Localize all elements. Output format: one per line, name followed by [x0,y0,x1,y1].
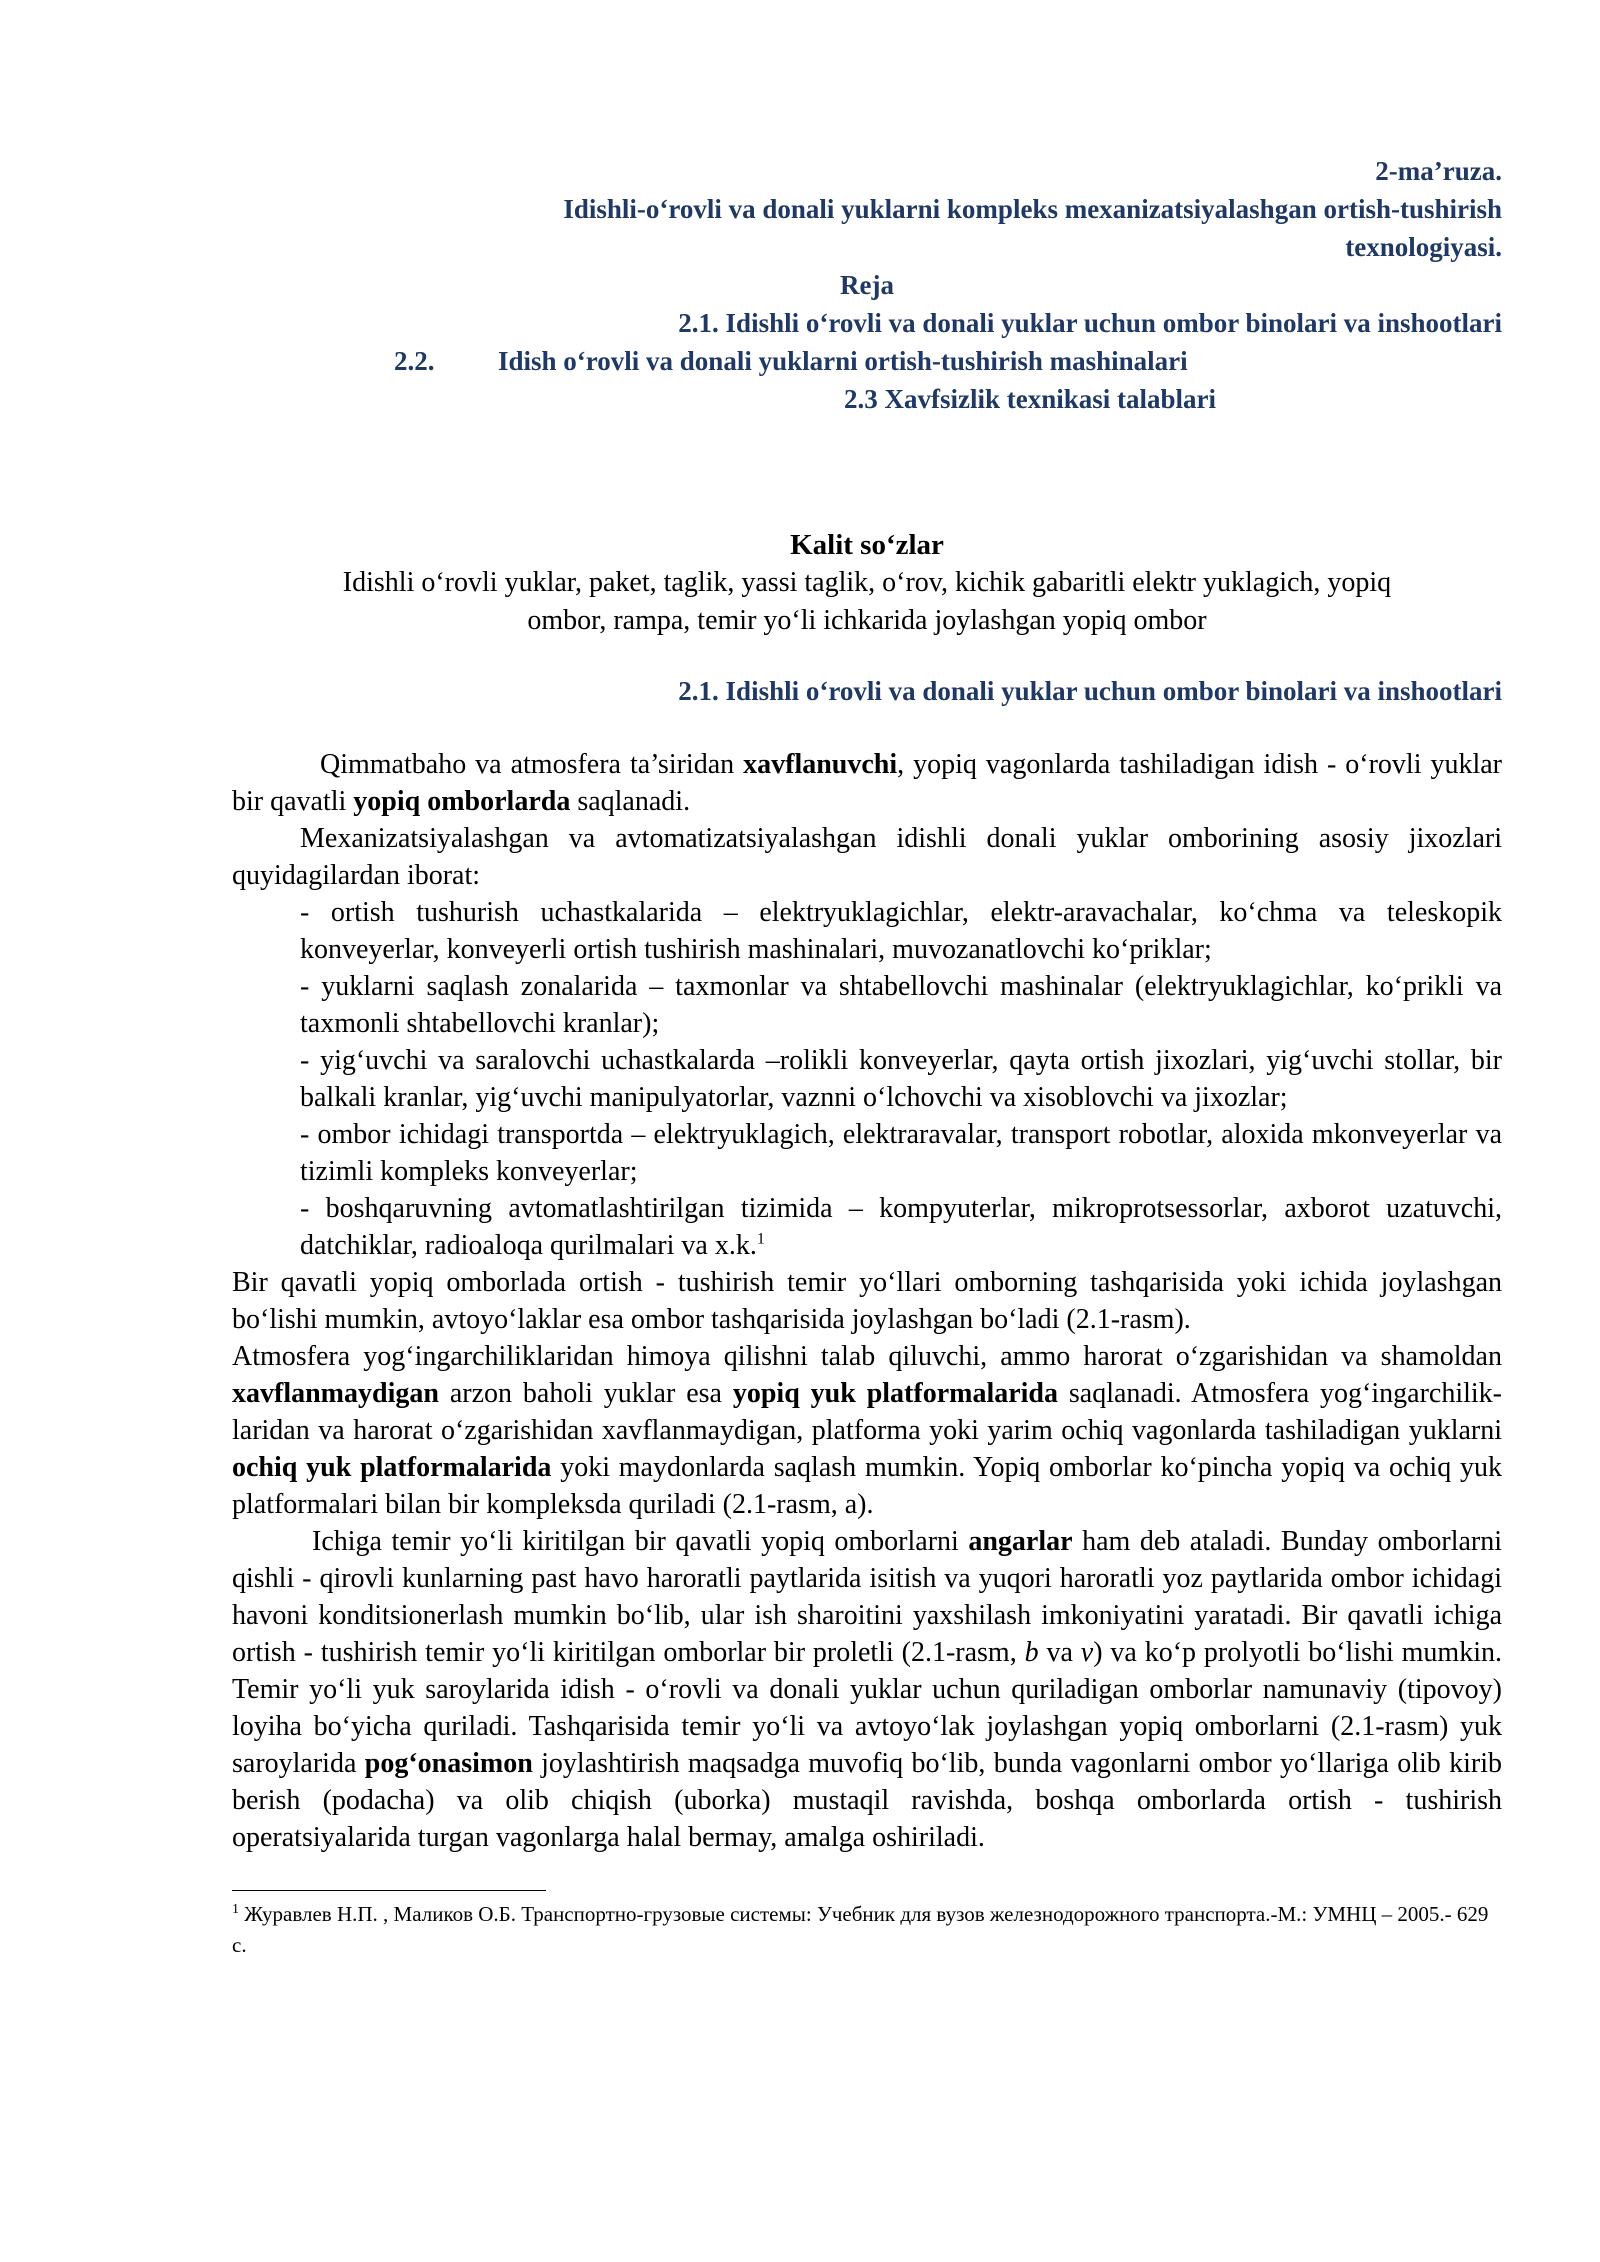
lecture-number: 2-ma’ruza. [1375,156,1502,186]
list-item-text: - boshqaruvning avtomatlashtirilgan tizimida – kompyuterlar, mikroprotsessorlar, axborot uzatuvchi, datchiklar, radioaloqa qurilmalari va x.k. [300,1193,1502,1261]
list-item: - yuklarni saqlash zonalarida – taxmonlar va shtabellovchi mashinalar (elektryuklagichlar, ko‘prikli va taxmonli shtabellovchi kranlar); [300,971,1502,1039]
italic-term: v [1080,1637,1094,1668]
footnote-separator [232,1890,546,1891]
text-run: , yopiq vagonlarda tashiladigan idish - o‘rovli yuklar bir qavatli [232,749,1502,817]
paragraph-1 [232,746,1502,820]
list-item-last [300,1190,1502,1264]
text-run: Qimmatbaho va atmosfera ta’siridan [320,749,744,780]
footnote-text: Журавлев Н.П. , Маликов О.Б. Транспортно-грузовые системы: Учебник для вузов железнодорожного транспорта.-М.: УМНЦ – 2005.- 629 с. [232,1902,1489,1957]
bold-term: yopiq omborlarda [353,786,571,817]
italic-term: b [1024,1637,1039,1668]
plan-title: Reja [840,270,894,300]
list-item: - ombor ichidagi transportda – elektryuklagich, elektraravalar, transport robotlar, aloxida mkonveyerlar va tizimli kompleks konveyerlar; [300,1119,1502,1187]
text-run: Atmosfera yog‘ingarchiliklaridan himoya qilishni talab qiluvchi, ammo harorat o‘zgarishidan va shamoldan [232,1341,1502,1372]
keywords-title: Kalit so‘zlar [790,529,944,561]
footnote-reference[interactable]: 1 [756,1230,765,1248]
bold-term: angarlar [968,1526,1073,1557]
list-item: - ortish tushurish uchastkalarida – elektryuklagichlar, elektr-aravachalar, ko‘chma va teleskopik konveyerlar, konveyerli ortish tushirish mashinalari, muvozanatlovchi ko‘priklar; [300,897,1502,965]
lecture-title-line1: Idishli-o‘rovli va donali yuklarni kompleks mexanizatsiyalashgan ortish-tushirish [563,194,1502,224]
bold-term: pog‘onasimon [364,1748,533,1779]
paragraph-2: Mexanizatsiyalashgan va avtomatizatsiyalashgan idishli donali yuklar omborining asosiy jixozlari quyidagilardan iborat: [232,823,1502,891]
text-run: ham deb ataladi. Bunday omborlarni qishli - qirovli kunlarning past havo haroratli paytlarida isitish va yuqori haroratli yoz paytlarida ombor ichidagi havoni konditsionerlash mumkin bo‘lib, ular ish sharoitini yaxshilash imkoniyatini yaratadi. Bir qavatli ichiga ortish - tushirish temir yo‘li kiritilgan omborlar bir proletli (2.1-rasm, [232,1526,1502,1668]
document-page [232,0,1502,1961]
section-heading: 2.1. Idishli o‘rovli va donali yuklar uchun ombor binolari va inshootlari [678,676,1502,706]
bold-term: yopiq yuk platformalarida [732,1378,1059,1409]
footnote [232,1899,1502,1961]
text-run: ) va ko‘p prolyotli bo‘lishi mumkin. Temir yo‘li yuk saroylarida idish - o‘rovli va donali yuklar uchun quriladigan omborlar namunaviy (tipovoy) loyiha bo‘yicha quriladi. Tashqarisida temir yo‘li va avtoyo‘lak joylashgan yopiq omborlarni (2.1-rasm) yuk saroylarida [232,1637,1502,1779]
list-item: - yig‘uvchi va saralovchi uchastkalarda –rolikli konveyerlar, qayta ortish jixozlari, yig‘uvchi stollar, bir balkali kranlar, yig‘uvchi manipulyatorlar, vaznni o‘lchovchi va xisoblovchi va jixozlar; [300,1045,1502,1113]
bold-term: xavflanmaydigan [232,1378,439,1409]
text-run: arzon baholi yuklar esa [438,1378,733,1409]
text-run: yoki maydonlarda saqlash mumkin. Yopiq omborlar ko‘pincha yopiq va ochiq yuk platformalari bilan bir kompleksda quriladi (2.1-rasm, a). [232,1452,1502,1520]
keywords-line1: Idishli o‘rovli yuklar, paket, taglik, yassi taglik, o‘rov, kichik gabaritli elektr yuklagich, yopiq [342,567,1392,598]
keywords-line2: ombor, rampa, temir yo‘li ichkarida joylashgan yopiq ombor [527,605,1207,636]
bold-term: xavflanuvchi [743,749,898,780]
lecture-title-line2: texnologiyasi. [1345,232,1502,262]
text-run: saqlanadi. [570,786,691,817]
text-run: joylashtirish maqsadga muvofiq bo‘lib, bunda vagonlarni ombor yo‘llariga olib kirib berish (podacha) va olib chiqish (uborka) mustaqil ravishda, boshqa omborlarda ortish - tushirish operatsiyalarida turgan vagonlarga halal bermay, amalga oshiriladi. [232,1748,1503,1853]
paragraph-3: Bir qavatli yopiq omborlada ortish - tushirish temir yo‘llari omborning tashqarisida yoki ichida joylashgan bo‘lishi mumkin, avtoyo‘laklar esa ombor tashqarisida joylashgan bo‘ladi (2.1-rasm). [232,1267,1502,1335]
plan-item-1: 2.1. Idishli o‘rovli va donali yuklar uchun ombor binolari va inshootlari [678,308,1502,338]
paragraph-4 [232,1338,1502,1523]
bold-term: ochiq yuk platformalarida [232,1452,552,1483]
plan-item-2-text: Idish o‘rovli va donali yuklarni ortish-tushirish mashinalari [498,346,1188,376]
footnote-mark: 1 [232,1902,239,1917]
paragraph-5 [232,1523,1502,1856]
plan-item-2 [232,342,1502,380]
plan-item-2-number: 2.2. [394,346,435,376]
plan-item-3-text: 2.3 Xavfsizlik texnikasi talablari [844,384,1217,414]
text-run: va [1038,1637,1081,1668]
plan-item-3 [232,380,1502,418]
text-run: Ichiga temir yo‘li kiritilgan bir qavatli yopiq omborlarni [312,1526,969,1557]
text-run: saqlanadi. Atmosfera yog‘ingarchilik-laridan va harorat o‘zgarishidan xavflanmaydigan, platforma yoki yarim ochiq vagonlarda tashiladigan yuklarni [232,1378,1503,1446]
